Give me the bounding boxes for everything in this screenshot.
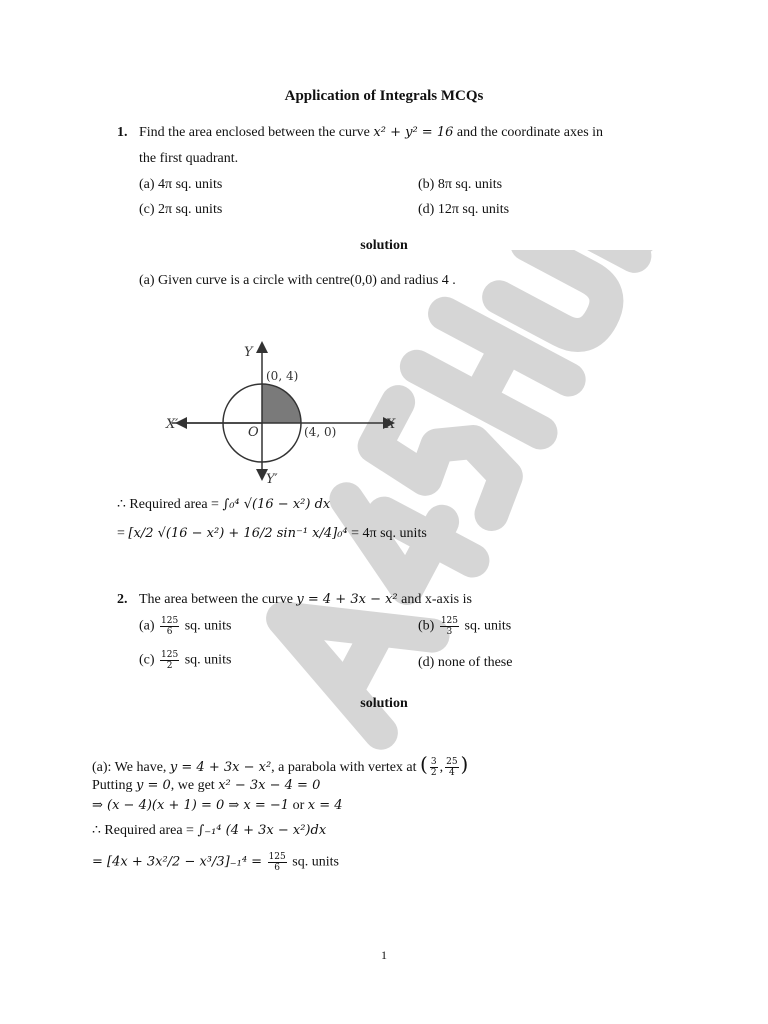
- q2-l5-fraction: [268, 852, 287, 873]
- vertex-x-fraction: [430, 757, 438, 778]
- option-b-suffix: sq. units: [464, 618, 512, 634]
- x-axis-label: X: [386, 417, 396, 432]
- q2-l2-text-a: Putting: [92, 778, 133, 793]
- q2-l4-text: ∴ Required area =: [92, 823, 194, 838]
- vertex-x-den: 2: [430, 768, 437, 779]
- question-1-text-line2: the first quadrant.: [139, 151, 239, 166]
- q2-l4-integral: ∫₋₁⁴ (4 + 3x − x²)dx: [197, 823, 327, 838]
- q2-l3-equation: ⇒ (x − 4)(x + 1) = 0 ⇒ x = −1: [92, 798, 290, 813]
- result-value: = 4π sq. units: [351, 526, 427, 541]
- result-prefix: =: [117, 526, 125, 541]
- q2-solution-line-3: [92, 798, 343, 814]
- q2-l3-equation-2: x = 4: [307, 798, 343, 813]
- question-2-option-b: [418, 616, 511, 637]
- question-1-option-a: (a) 4π sq. units: [139, 177, 223, 192]
- question-1-solution-heading: solution: [360, 238, 408, 253]
- question-2-option-d: [418, 655, 512, 671]
- option-a-prefix: (a): [139, 618, 155, 634]
- question-1-option-d: (d) 12π sq. units: [418, 202, 510, 217]
- q2-l3-or: or: [292, 798, 305, 813]
- q2-l5-suffix: sq. units: [292, 854, 339, 870]
- question-1-solution-line: (a) Given curve is a circle with centre(0,0) and radius 4 .: [139, 273, 456, 288]
- option-c-num: 125: [161, 650, 179, 660]
- question-2-equation: y = 4 + 3x − x²: [296, 592, 398, 607]
- option-b-den: 3: [446, 627, 453, 637]
- point-top-label: (0, 4): [266, 369, 299, 383]
- vertex-open-paren: (: [420, 752, 428, 776]
- result-expression: [x/2 √(16 − x²) + 16/2 sin⁻¹ x/4]₀⁴: [128, 526, 348, 541]
- question-2-option-c: [139, 650, 231, 671]
- option-c-prefix: (c): [139, 652, 155, 668]
- option-a-num: 125: [161, 616, 179, 626]
- question-1-text-line1: [139, 125, 603, 141]
- y-prime-label: Y′: [266, 472, 278, 487]
- vertex-y-fraction: [445, 757, 458, 778]
- option-a-fraction: [160, 616, 179, 637]
- q2-l5-den: 6: [274, 863, 281, 873]
- area-prefix: ∴ Required area =: [117, 497, 219, 512]
- option-c-suffix: sq. units: [184, 652, 232, 668]
- question-1-number: 1.: [117, 125, 128, 140]
- option-d-suffix: none of these: [437, 655, 513, 670]
- q2-l2-equation-2: x² − 3x − 4 = 0: [218, 778, 321, 793]
- vertex-close-paren: ): [460, 752, 469, 776]
- option-d-prefix: (d): [418, 655, 435, 670]
- vertex-x-num: 3: [430, 757, 437, 768]
- point-right-label: (4, 0): [304, 425, 337, 439]
- y-axis-label: Y: [244, 345, 253, 360]
- question-1-result-line: [117, 526, 427, 542]
- question-2-solution-heading: solution: [360, 696, 408, 711]
- area-integral: ∫₀⁴ √(16 − x²) dx: [222, 497, 331, 512]
- option-b-num: 125: [440, 616, 459, 626]
- option-a-den: 6: [166, 627, 173, 637]
- question-1-text-b: and the coordinate axes in: [456, 125, 604, 140]
- vertex-y-num: 25: [446, 757, 458, 768]
- option-c-fraction: [160, 650, 179, 671]
- q2-solution-line-2: [92, 778, 320, 794]
- q2-l5-expression: = [4x + 3x²/2 − x³/3]₋₁⁴ =: [92, 854, 263, 870]
- q2-l2-equation-1: y = 0: [135, 778, 171, 793]
- question-2-option-a: [139, 616, 231, 637]
- option-c-den: 2: [166, 661, 173, 671]
- question-2-number: 2.: [117, 592, 128, 607]
- question-1-equation: x² + y² = 16: [373, 125, 454, 140]
- q2-l1-text-b: , a parabola with vertex at: [271, 760, 417, 775]
- question-1-area-line: [117, 496, 330, 513]
- option-b-prefix: (b): [418, 618, 435, 634]
- x-prime-label: X′: [166, 417, 179, 432]
- vertex-y-den: 4: [448, 768, 455, 779]
- q2-l5-num: 125: [268, 852, 286, 862]
- option-a-suffix: sq. units: [184, 618, 232, 634]
- question-2-text: [139, 592, 472, 608]
- question-2-text-b: and x-axis is: [401, 592, 472, 607]
- question-1-text-a: Find the area enclosed between the curve: [139, 125, 370, 140]
- origin-label: O: [248, 425, 259, 440]
- q2-solution-line-5: [92, 852, 339, 873]
- page-number: 1: [381, 948, 387, 962]
- question-2-text-a: The area between the curve: [139, 592, 293, 607]
- circle-quadrant-figure: [160, 338, 410, 488]
- question-1-option-b: (b) 8π sq. units: [418, 177, 503, 192]
- q2-solution-line-1: (a): We have, y = 4 + 3x − x², a parabola with vertex at ( $\frac{3}{2}$ , $\frac{25}{4}$ ): [92, 752, 469, 779]
- q2-l1-text-a: (a): We have,: [92, 760, 167, 775]
- q2-l1-equation: y = 4 + 3x − x²: [169, 760, 272, 775]
- question-1-option-c: (c) 2π sq. units: [139, 202, 223, 217]
- q2-solution-line-4: [92, 822, 326, 839]
- option-b-fraction: [440, 616, 459, 637]
- q2-l2-text-b: , we get: [170, 778, 215, 793]
- page-title: Application of Integrals MCQs: [284, 88, 484, 104]
